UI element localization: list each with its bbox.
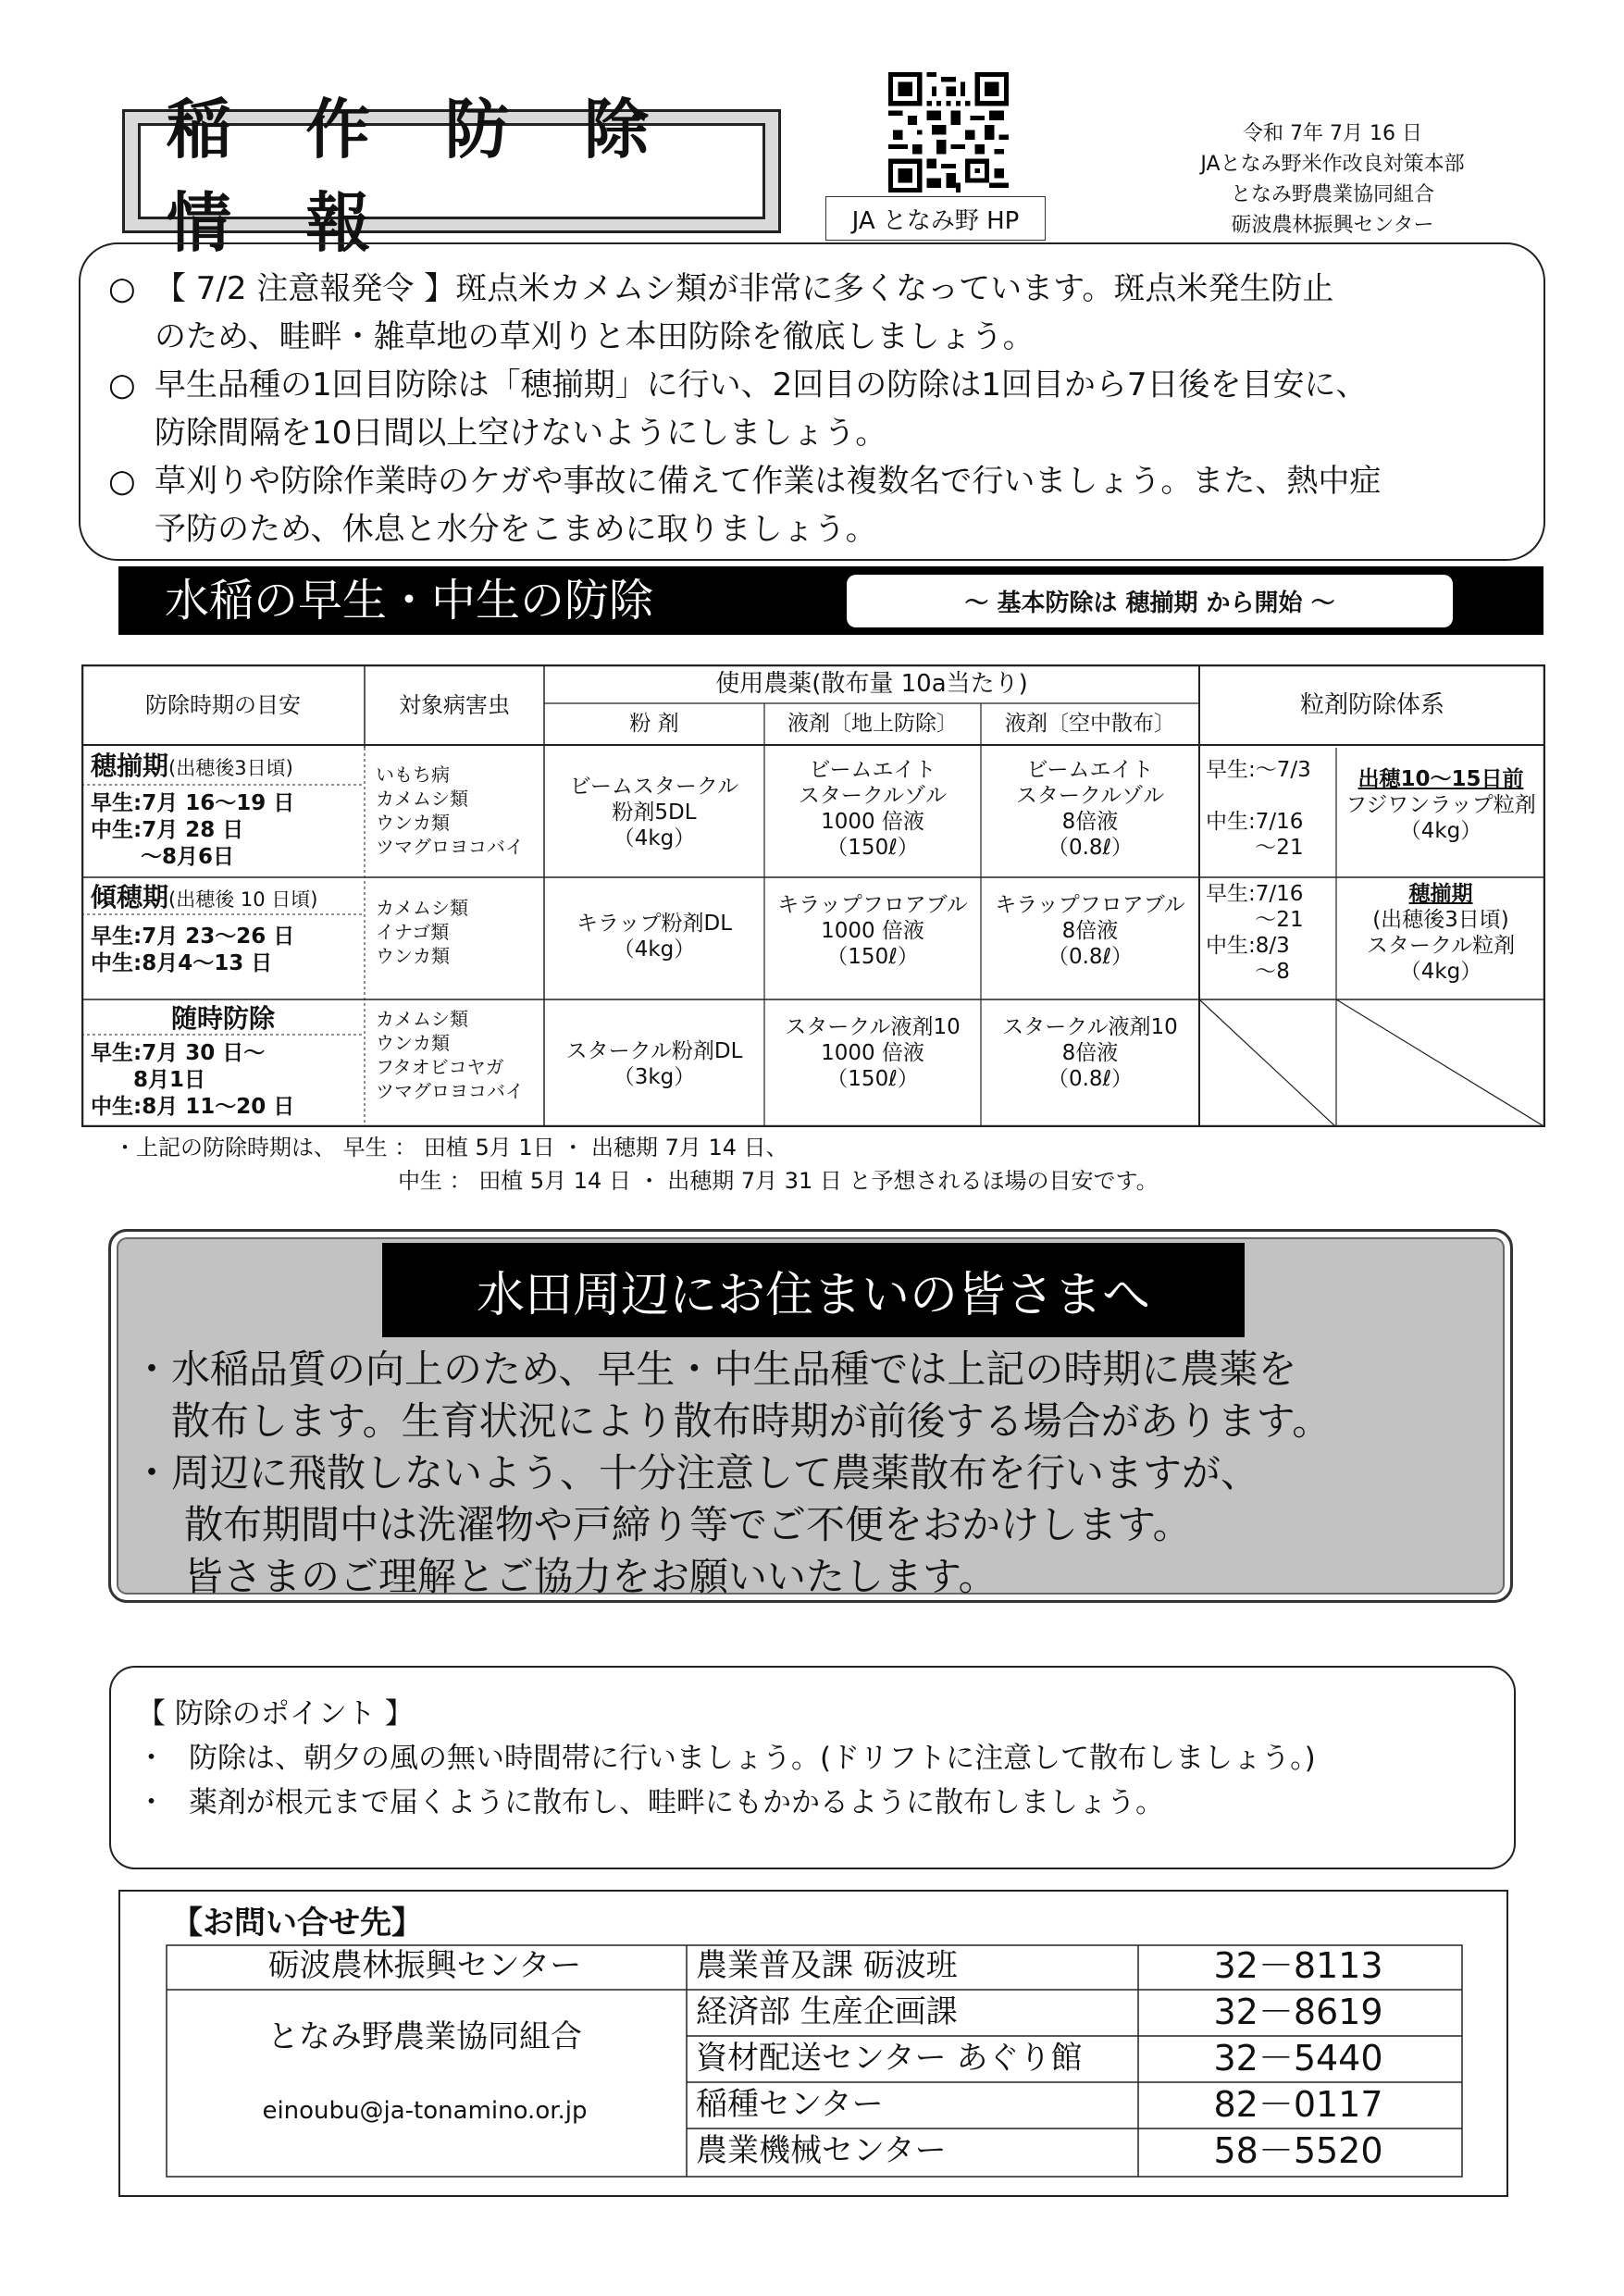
notice-text: のため、畦畔・雑草地の草刈りと本田防除を徹底しましょう。: [155, 318, 1035, 355]
pest-control-table: [81, 664, 1545, 1127]
bullet: ・: [137, 1786, 166, 1819]
title-inner: [138, 91, 765, 261]
table-note: 中生 ： 田植 5月 14 日 ・ 出穂期 7月 31 日 と予想されるほ場の目安です。: [398, 1168, 1159, 1194]
residents-body: [132, 1344, 1483, 1603]
timing-title: 穂揃期: [91, 751, 169, 781]
cell-line: （0.8ℓ）: [1047, 945, 1134, 969]
issuer-line: JAとなみ野米作改良対策本部: [1200, 153, 1465, 176]
cell-powder: [544, 1038, 764, 1090]
pest-item: ウンカ類: [376, 812, 450, 834]
bullet: ・: [132, 1347, 172, 1392]
notice-item: [108, 265, 1516, 361]
row-timing-title: [91, 882, 318, 912]
cell-line: ビームスタークル: [569, 775, 739, 799]
row-pests: [376, 1007, 524, 1103]
cell-line: （4kg）: [1399, 819, 1482, 843]
cell-line: 中生:7/16: [1206, 810, 1304, 834]
row-timing-title: [91, 753, 293, 781]
cell-granule: [1336, 881, 1545, 985]
row-dates: [91, 1040, 294, 1121]
date-line: 早生:7月 16～19 日: [91, 791, 295, 815]
points-box: [109, 1666, 1516, 1869]
row-pests: [376, 763, 524, 859]
header-granule: 粒剤防除体系: [1299, 691, 1444, 719]
cell-line: （0.8ℓ）: [1047, 1067, 1134, 1091]
issuer-line: 砺波農林振興センター: [1231, 214, 1434, 237]
cell-line: （150ℓ）: [826, 945, 919, 969]
cell-line: ビームエイト: [809, 758, 936, 782]
timing-note: (出穂後3日頃): [168, 757, 293, 779]
residents-item: [132, 1447, 1483, 1603]
cell-line: ビームエイト: [1026, 758, 1154, 782]
date-line: 8月1日: [91, 1068, 206, 1092]
cell-line: （4kg）: [1399, 960, 1482, 984]
cell-line: 粉剤5DL: [612, 800, 697, 825]
contact-tel[interactable]: 32－8619: [1213, 1992, 1383, 2032]
cell-line: スタークル粒剤: [1366, 934, 1516, 958]
residents-text: 散布します。生育状況により散布時期が前後する場合があります。: [171, 1398, 1332, 1444]
contact-title: 【お問い合せ先】: [171, 1905, 423, 1942]
cell-line: （4kg）: [613, 937, 696, 962]
contact-org: となみ野農業協同組合: [267, 2018, 582, 2055]
cell-liquid-ground: [764, 892, 981, 970]
cell-line: （0.8ℓ）: [1047, 836, 1134, 860]
timing-title: 随時防除: [170, 1003, 275, 1034]
row-dates: [91, 924, 294, 977]
pest-item: カメムシ類: [376, 788, 468, 810]
circle-bullet-icon: ○: [108, 270, 136, 307]
cell-line: スタークル液剤10: [785, 1015, 961, 1039]
cell-liquid-ground: [764, 757, 981, 861]
date-line: 中生:8月 11～20 日: [91, 1095, 295, 1119]
header-pesticide: 使用農薬(散布量 10a当たり): [715, 670, 1028, 698]
date-line: ～8月6日: [91, 845, 235, 869]
pest-item: イナゴ類: [376, 921, 450, 943]
cell-line: キラップフロアブル: [777, 893, 968, 917]
contact-dept: 農業機械センター: [696, 2132, 947, 2169]
cell-line: ～21: [1206, 908, 1304, 932]
cell-line: ～21: [1206, 836, 1304, 860]
cell-powder: [544, 911, 764, 962]
residents-text: 皆さまのご理解とご協力をお願いいたします。: [184, 1554, 998, 1599]
header-target: 対象病害虫: [399, 692, 510, 718]
points-text: 防除は、朝夕の風の無い時間帯に行いましょう。(ドリフトに注意して散布しましょう。): [189, 1742, 1316, 1775]
timing-title: 傾穂期: [91, 882, 169, 912]
points-text: 薬剤が根元まで届くように散布し、畦畔にもかかるように散布しましょう。: [189, 1786, 1164, 1819]
cell-granule-time: [1206, 757, 1311, 861]
header-liquid-ground: 液剤〔地上防除〕: [787, 712, 958, 736]
notice-text: 草刈りや防除作業時のケガや事故に備えて作業は複数名で行いましょう。また、熱中症: [155, 463, 1382, 500]
cell-line: ～8: [1206, 960, 1290, 984]
header-powder: 粉 剤: [629, 712, 679, 736]
residents-text: 散布期間中は洗濯物や戸締り等でご不便をおかけします。: [184, 1502, 1192, 1547]
cell-liquid-air: [981, 892, 1199, 970]
cell-granule-time: [1206, 881, 1304, 985]
section-title: 水稲の早生・中生の防除: [165, 575, 654, 627]
notice-box: [79, 242, 1545, 561]
cell-line: （3kg）: [613, 1065, 696, 1089]
notice-text: 【 7/2 注意報発令 】斑点米カメムシ類が非常に多くなっています。斑点米発生防止: [155, 270, 1334, 307]
cell-line: (出穂後3日頃): [1372, 908, 1509, 932]
date-line: 中生:8月4～13 日: [91, 951, 273, 975]
contact-dept: 農業普及課 砺波班: [696, 1947, 958, 1984]
section-subtitle: ～ 基本防除は 穂揃期 から開始 ～: [847, 575, 1453, 627]
cell-line: スタークルゾル: [798, 784, 948, 808]
cell-liquid-ground: [764, 1014, 981, 1092]
contact-org: 砺波農林振興センター: [267, 1947, 582, 1984]
points-item: [137, 1781, 1484, 1825]
page-title: 稲 作 防 除 情 報: [167, 91, 676, 261]
pest-item: フタオビコヤガ: [376, 1056, 504, 1078]
cell-line: 穂揃期: [1408, 882, 1473, 906]
date-line: 早生:7月 23～26 日: [91, 925, 295, 949]
pest-item: カメムシ類: [376, 897, 468, 919]
pest-item: ツマグロヨコバイ: [376, 1080, 524, 1102]
pest-item: カメムシ類: [376, 1008, 468, 1030]
contact-email[interactable]: einoubu@ja-tonamino.or.jp: [262, 2097, 588, 2125]
contact-dept: 経済部 生産企画課: [696, 1993, 958, 2030]
pest-item: ツマグロヨコバイ: [376, 836, 524, 858]
cell-line: 中生:8/3: [1206, 934, 1290, 958]
notice-text: 予防のため、休息と水分をこまめに取りましょう。: [155, 511, 877, 548]
cell-line: 1000 倍液: [821, 810, 924, 834]
cell-line: 早生:7/16: [1206, 882, 1304, 906]
bullet: ・: [137, 1742, 166, 1775]
notice-item: [108, 361, 1516, 457]
date-line: 中生:7月 28 日: [91, 818, 244, 842]
contact-tel[interactable]: 32－5440: [1213, 2038, 1383, 2079]
notice-item: [108, 457, 1516, 553]
cell-line: スタークルゾル: [1015, 784, 1165, 808]
cell-line: 1000 倍液: [821, 919, 924, 943]
contact-dept: 資材配送センター あぐり館: [696, 2040, 1083, 2077]
cell-line: 8倍液: [1061, 919, 1119, 943]
cell-line: 1000 倍液: [821, 1041, 924, 1065]
cell-line: スタークル粉剤DL: [565, 1039, 743, 1063]
residents-text: 水稲品質の向上のため、早生・中生品種では上記の時期に農薬を: [171, 1347, 1297, 1392]
cell-line: フジワンラップ粒剤: [1345, 793, 1536, 817]
cell-line: 8倍液: [1061, 1041, 1119, 1065]
contact-tel[interactable]: 82－0117: [1213, 2084, 1383, 2125]
date-line: 早生:7月 30 日～: [91, 1041, 266, 1065]
pest-item: ウンカ類: [376, 945, 450, 967]
pest-item: ウンカ類: [376, 1032, 450, 1054]
cell-line: スタークル液剤10: [1002, 1015, 1178, 1039]
circle-bullet-icon: ○: [108, 463, 136, 500]
timing-note: (出穂後 10 日頃): [168, 888, 318, 911]
notice-text: 防除間隔を10日間以上空けないようにしましょう。: [155, 415, 887, 452]
table-note: ・上記の防除時期は、 早生 ： 田植 5月 1日 ・ 出穂期 7月 14 日、: [114, 1135, 788, 1160]
row-pests: [376, 896, 468, 968]
cell-line: （150ℓ）: [826, 836, 919, 860]
cell-line: キラップ粉剤DL: [576, 912, 733, 936]
cell-powder: [544, 774, 764, 851]
circle-bullet-icon: ○: [108, 366, 136, 403]
issue-date: 令和 7年 7月 16 日: [1243, 122, 1422, 145]
notice-text: 早生品種の1回目防除は「穂揃期」に行い、2回目の防除は1回目から7日後を目安に、: [155, 366, 1368, 403]
contact-tel[interactable]: 32－8113: [1213, 1945, 1383, 1986]
cell-liquid-air: [981, 757, 1199, 861]
cell-liquid-air: [981, 1014, 1199, 1092]
issuer-block: [1161, 118, 1504, 241]
title-frame: [122, 91, 781, 261]
qr-code-icon[interactable]: [888, 72, 1009, 192]
contact-dept: 稲種センター: [696, 2086, 884, 2123]
contact-tel[interactable]: 58－5520: [1213, 2130, 1383, 2171]
points-item: [137, 1736, 1484, 1781]
cell-granule: [1336, 766, 1545, 844]
issuer-line: となみ野農業協同組合: [1230, 183, 1434, 206]
points-title: 【 防除のポイント 】: [137, 1697, 414, 1731]
cell-line: （4kg）: [613, 826, 696, 850]
residents-item: [132, 1344, 1483, 1447]
residents-text: 周辺に飛散しないよう、十分注意して農薬散布を行いますが、: [171, 1450, 1260, 1496]
ja-homepage-link[interactable]: JA となみ野 HP: [825, 196, 1046, 241]
row-dates: [91, 790, 294, 871]
cell-line: キラップフロアブル: [995, 893, 1185, 917]
cell-line: 出穂10～15日前: [1357, 767, 1524, 791]
cell-line: 8倍液: [1061, 810, 1119, 834]
residents-heading: 水田周辺にお住まいの皆さまへ: [382, 1243, 1245, 1337]
cell-line: （150ℓ）: [826, 1067, 919, 1091]
cell-line: 早生:～7/3: [1206, 758, 1311, 782]
header-timing: 防除時期の目安: [145, 692, 301, 718]
pest-item: いもち病: [376, 763, 450, 786]
bullet: ・: [132, 1450, 172, 1496]
header-liquid-air: 液剤〔空中散布〕: [1005, 712, 1175, 736]
